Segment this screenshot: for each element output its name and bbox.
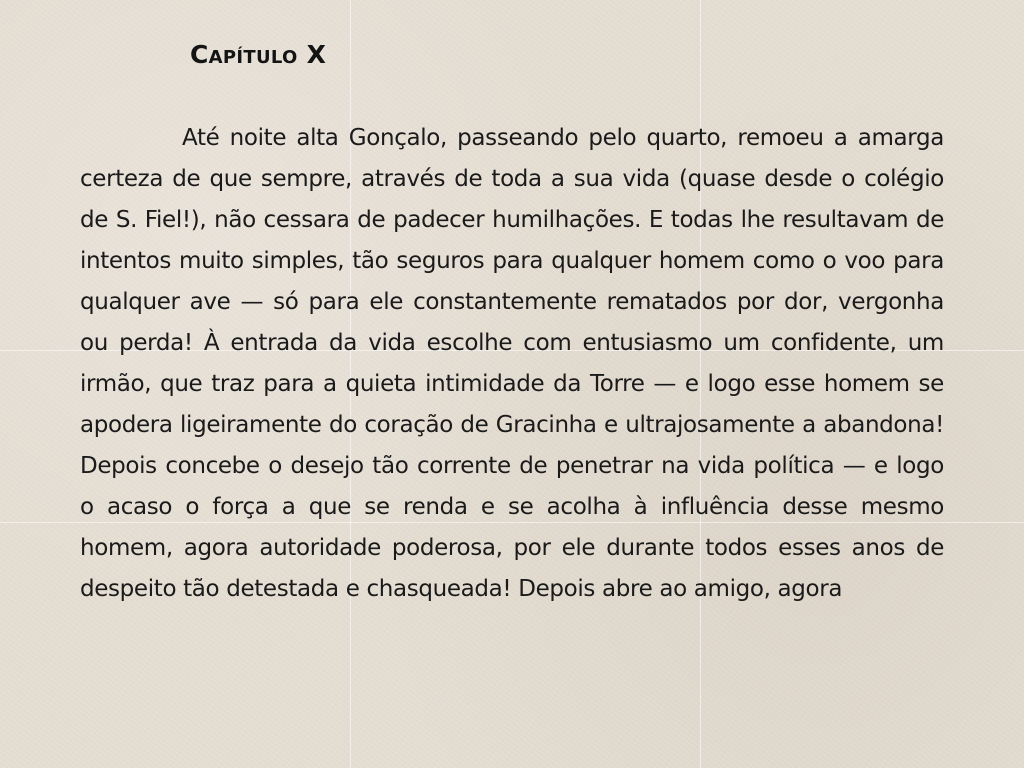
body-paragraph: Até noite alta Gonçalo, passeando pelo quarto, remoeu a amarga certeza de que sempre, através de toda a sua vida (quase desde o colégio de S. Fiel!), não cessara de padecer humilhações. E todas lhe resultavam de intentos muito simples, tão seguros para qualquer homem como o voo para qualquer ave — só para ele constantemente rematados por dor, vergonha ou perda! À entrada da vida escolhe com entusiasmo um confidente, um irmão, que traz para a quieta intimidade da Torre — e logo esse homem se apodera ligeiramente do coração de Gracinha e ultrajosamente a abandona! Depois concebe o desejo tão corrente de penetrar na vida política — e logo o acaso o força a que se renda e se acolha à influência desse mesmo homem, agora autoridade poderosa, por ele durante todos esses anos de despeito tão detestada e chasqueada! Depois abre ao amigo, agora: [80, 125, 944, 602]
chapter-title: Capítulo X: [190, 40, 327, 69]
